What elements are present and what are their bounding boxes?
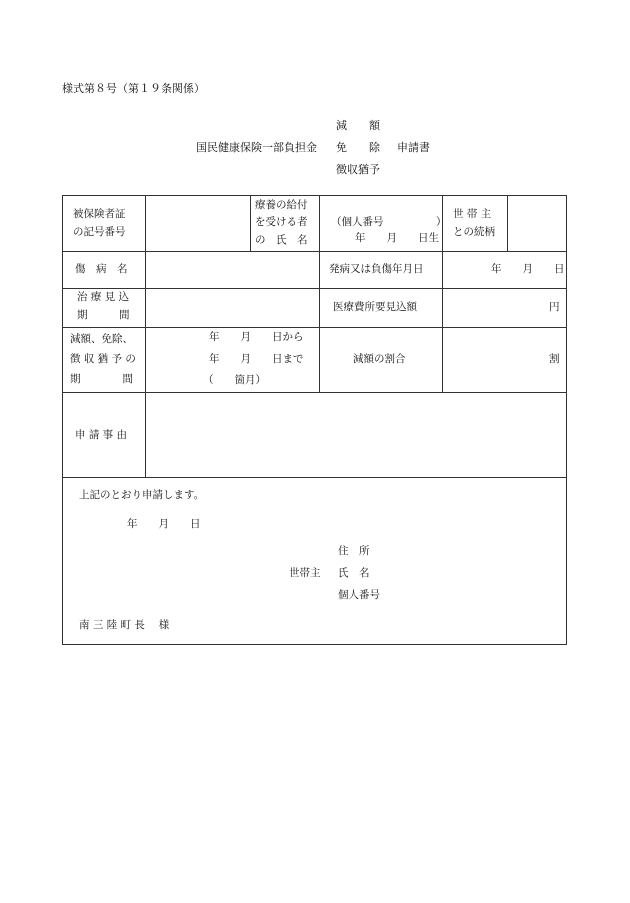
personal-number-label: 個人番号 bbox=[338, 589, 380, 601]
reason-label: 申 請 事 由 bbox=[75, 429, 128, 441]
householder-label: 世帯主 bbox=[289, 567, 321, 579]
period-from-field[interactable]: 年 月 日から bbox=[209, 331, 304, 343]
application-form-table bbox=[62, 195, 567, 645]
treatment-period-field[interactable] bbox=[146, 289, 318, 326]
onset-date-field[interactable]: 年 月 日 bbox=[491, 263, 565, 275]
reduction-ratio-label: 減額の割合 bbox=[353, 353, 406, 365]
reason-field[interactable] bbox=[146, 393, 566, 476]
insured-card-label: の記号番号 bbox=[73, 226, 126, 238]
relief-period-label: 期 間 bbox=[70, 373, 133, 385]
application-date-field[interactable]: 年 月 日 bbox=[127, 518, 201, 530]
injury-name-field[interactable] bbox=[146, 252, 318, 287]
title-option-reduction: 減 額 bbox=[336, 119, 380, 132]
title-suffix: 申請書 bbox=[397, 141, 430, 154]
injury-name-label: 傷 病 名 bbox=[75, 263, 128, 275]
insured-card-label: 被保険者証 bbox=[73, 208, 126, 220]
relation-field[interactable] bbox=[508, 197, 565, 250]
treatment-period-label: 治 療 見 込 bbox=[77, 291, 130, 303]
medical-cost-label: 医療費所要見込額 bbox=[333, 301, 417, 313]
address-label: 住 所 bbox=[338, 545, 370, 557]
col-divider bbox=[250, 196, 251, 251]
relief-period-label: 減額、免除、 bbox=[70, 333, 133, 345]
personal-number-field[interactable]: （個人番号 ） bbox=[331, 216, 447, 228]
relief-period-label: 徴 収 猶 予 の bbox=[70, 353, 136, 365]
title-option-deferral: 徴収猶予 bbox=[336, 163, 380, 176]
period-to-field[interactable]: 年 月 日まで bbox=[209, 353, 304, 365]
recipient-label: 療養の給付 bbox=[255, 199, 308, 211]
insured-card-number-field[interactable] bbox=[146, 197, 249, 250]
title-prefix: 国民健康保険一部負担金 bbox=[196, 141, 317, 154]
addressee: 南 三 陸 町 長 様 bbox=[79, 619, 170, 631]
medical-cost-field[interactable] bbox=[443, 289, 543, 326]
treatment-period-label: 期 間 bbox=[77, 309, 130, 321]
form-number: 様式第８号（第１９条関係） bbox=[62, 82, 205, 95]
name-label: 氏 名 bbox=[338, 567, 370, 579]
application-statement: 上記のとおり申請します。 bbox=[79, 489, 205, 501]
relation-label: との続柄 bbox=[453, 226, 495, 238]
period-months-field[interactable]: （ 箇月） bbox=[203, 374, 266, 386]
reduction-ratio-field[interactable] bbox=[443, 328, 543, 391]
reduction-ratio-unit: 割 bbox=[549, 353, 560, 365]
recipient-label: の 氏 名 bbox=[255, 234, 308, 246]
row-divider bbox=[63, 477, 566, 478]
col-divider bbox=[319, 196, 320, 392]
title-option-exemption: 免 除 bbox=[336, 141, 380, 154]
medical-cost-unit: 円 bbox=[549, 301, 560, 313]
relation-label: 世 帯 主 bbox=[453, 208, 492, 220]
recipient-label: を受ける者 bbox=[255, 216, 308, 228]
onset-date-label: 発病又は負傷年月日 bbox=[329, 263, 424, 275]
birth-date-field[interactable]: 年 月 日生 bbox=[355, 232, 439, 244]
